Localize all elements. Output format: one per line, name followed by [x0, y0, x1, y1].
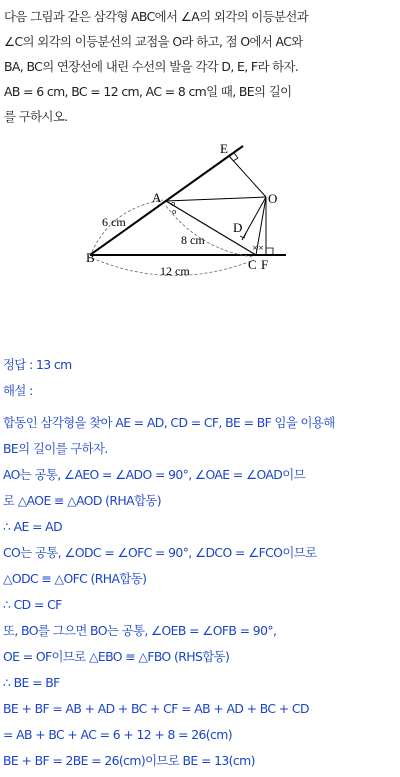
- solution-line-4: 로 △AOE ≡ △AOD (RHA합동): [3, 493, 161, 508]
- explanation-heading: 해설 :: [3, 383, 33, 398]
- label-length-bc: 12 cm: [160, 264, 190, 278]
- solution-line-6: CO는 공통, ∠ODC = ∠OFC = 90°, ∠DCO = ∠FCO이므로: [3, 545, 317, 560]
- solution-line-14: BE + BF = 2BE = 26(cm)이므로 BE = 13(cm): [3, 753, 255, 768]
- solution-line-9: 또, BO를 그으면 BO는 공통, ∠OEB = ∠OFB = 90°,: [3, 623, 277, 638]
- right-angle-f: [266, 248, 273, 255]
- right-angle-e: [233, 153, 238, 161]
- solution-line-3: AO는 공통, ∠AEO = ∠ADO = 90°, ∠OAE = ∠OAD이므: [3, 467, 305, 482]
- svg-text:×: ×: [258, 244, 264, 252]
- label-point-d: D: [233, 220, 243, 235]
- solution-line-13: = AB + BC + AC = 6 + 12 + 8 = 26(cm): [3, 727, 232, 742]
- line-a-o: [166, 197, 266, 201]
- solution-line-5: ∴ AE = AD: [3, 519, 63, 534]
- problem-line-3: BA, BC의 연장선에 내린 수선의 발을 각각 D, E, F라 하자.: [4, 59, 299, 74]
- answer-line: 정답 : 13 cm: [3, 357, 72, 372]
- label-point-b: B: [86, 250, 95, 265]
- label-length-ab: 6 cm: [102, 215, 126, 229]
- line-a-c: [166, 201, 256, 255]
- label-point-a: A: [152, 190, 162, 205]
- svg-text:o: o: [171, 200, 176, 208]
- label-length-ac: 8 cm: [181, 233, 205, 247]
- label-point-o: O: [268, 191, 278, 206]
- problem-line-5: 를 구하시오.: [4, 109, 68, 124]
- solution-line-7: △ODC ≡ △OFC (RHA합동): [3, 571, 147, 586]
- label-point-e: E: [220, 141, 228, 156]
- solution-line-12: BE + BF = AB + AD + BC + CF = AB + AD + BC + CD: [3, 701, 309, 716]
- svg-text:o: o: [172, 208, 177, 216]
- solution-line-10: OE = OF이므로 △EBO ≡ △FBO (RHS합동): [3, 649, 230, 664]
- label-point-f: F: [261, 257, 269, 272]
- geometry-figure: [0, 0, 400, 300]
- line-o-e: [229, 156, 266, 197]
- solution-line-2: BE의 길이를 구하자.: [3, 441, 108, 456]
- problem-line-1: 다음 그림과 같은 삼각형 ABC에서 ∠A의 외각의 이등분선과: [4, 9, 309, 24]
- svg-text:×: ×: [252, 244, 258, 252]
- problem-line-4: AB = 6 cm, BC = 12 cm, AC = 8 cm일 때, BE의 길이: [4, 84, 292, 99]
- problem-line-2: ∠C의 외각의 이등분선의 교점을 O라 하고, 점 O에서 AC와: [4, 34, 303, 49]
- label-point-c: C: [248, 257, 257, 272]
- solution-text: [3, 352, 399, 774]
- solution-line-1: 합동인 삼각형을 찾아 AE = AD, CD = CF, BE = BF 임을 이용해: [3, 415, 335, 430]
- solution-line-8: ∴ CD = CF: [3, 597, 62, 612]
- solution-line-11: ∴ BE = BF: [3, 675, 60, 690]
